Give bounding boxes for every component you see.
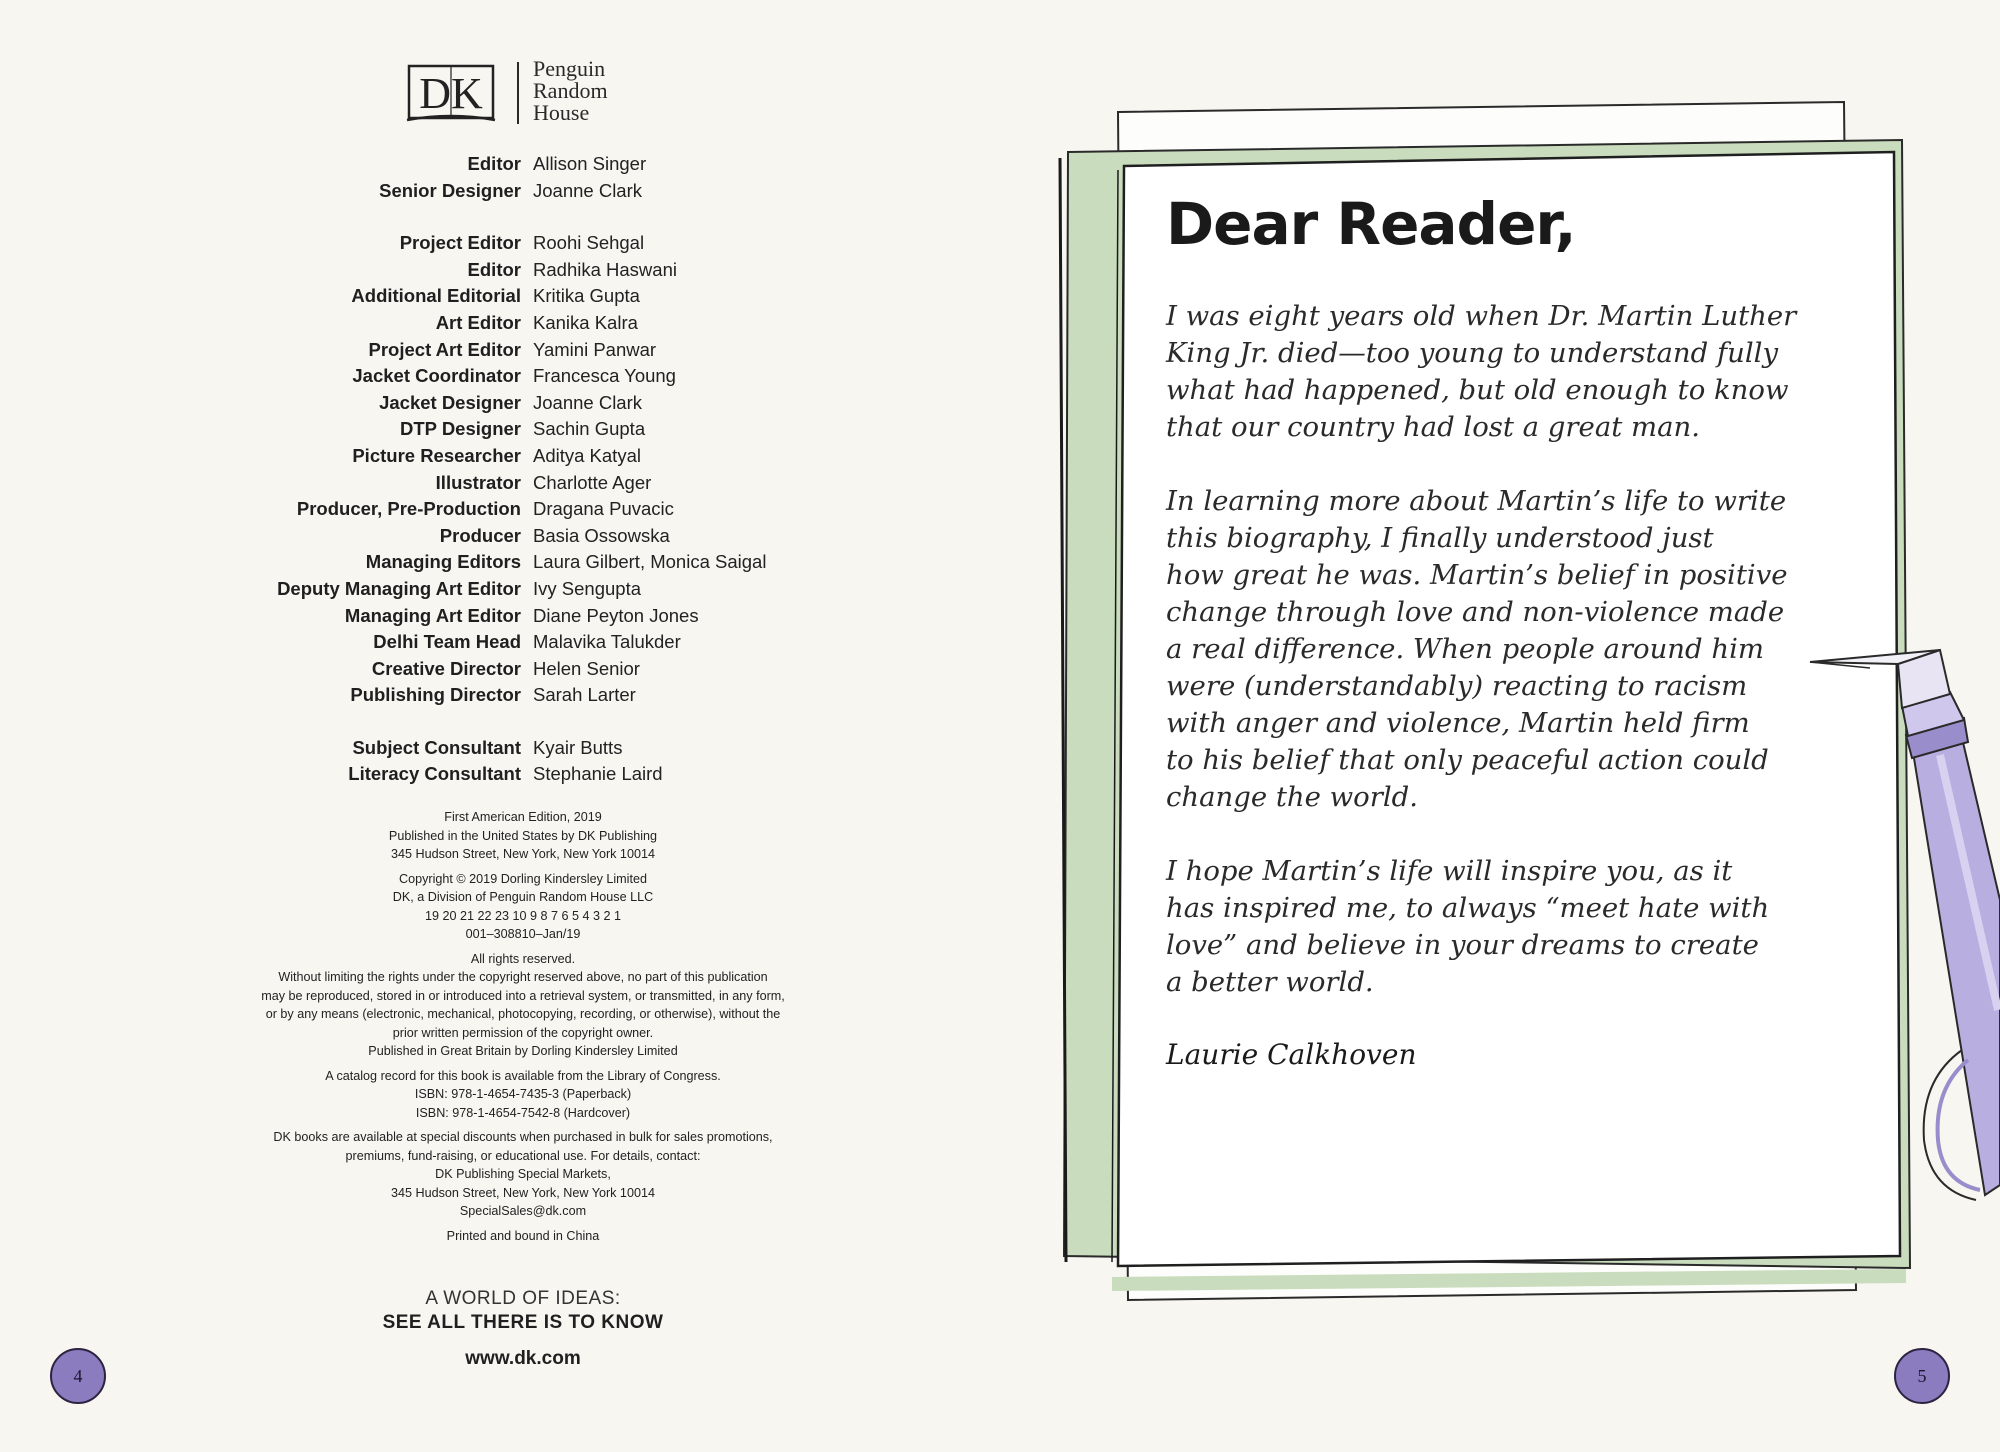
credit-name: Ivy Sengupta — [533, 577, 641, 599]
copyright-paragraph — [150, 870, 896, 944]
credit-role: Publishing Director — [350, 684, 521, 706]
credit-name: Sarah Larter — [533, 684, 636, 706]
credit-row — [0, 365, 1046, 392]
publisher-line: Penguin — [533, 56, 606, 81]
copyright-block — [150, 808, 896, 1251]
right-page — [1000, 0, 2000, 1452]
letter-line: a real difference. When people around him — [1166, 633, 1764, 665]
letter-content — [1166, 190, 1826, 1071]
copyright-line: premiums, fund-raising, or educational use. For details, contact: — [345, 1148, 701, 1163]
credit-name: Allison Singer — [533, 153, 647, 174]
letter-line: I hope Martin’s life will inspire you, as it — [1166, 855, 1733, 887]
credit-row — [0, 180, 1046, 207]
letter-line: change the world. — [1166, 781, 1418, 813]
credit-role: Delhi Team Head — [373, 631, 521, 653]
credit-row — [0, 312, 1046, 339]
credit-role: Creative Director — [371, 657, 521, 679]
copyright-line: Published in the United States by DK Publishing — [388, 828, 658, 843]
copyright-line: prior written permission of the copyright owner. — [392, 1025, 654, 1040]
credit-name: Aditya Katyal — [533, 444, 641, 466]
credit-row — [0, 339, 1046, 366]
copyright-line: SpecialSales@dk.com — [459, 1204, 587, 1218]
credit-row — [0, 392, 1046, 419]
credit-name: Kyair Butts — [533, 736, 623, 758]
letter-line: what had happened, but old enough to know — [1166, 374, 1789, 406]
copyright-line: First American Edition, 2019 — [444, 810, 602, 824]
copyright-line: may be reproduced, stored in or introduced into a retrieval system, or transmitted, in any form, — [261, 988, 785, 1003]
copyright-paragraph — [150, 808, 896, 864]
letter-line: with anger and violence, Martin held firm — [1166, 707, 1750, 739]
copyright-line: or by any means (electronic, mechanical, photocopying, recording, or otherwise), without the — [265, 1007, 781, 1021]
letter-paragraph — [1166, 483, 1826, 816]
credit-name: Sachin Gupta — [533, 418, 646, 440]
letter-line: how great he was. Martin’s belief in positive — [1166, 559, 1788, 591]
credit-row — [0, 631, 1046, 658]
letter-line: that our country had lost a great man. — [1166, 411, 1700, 443]
credit-name: Diane Peyton Jones — [533, 604, 699, 626]
credit-role: Jacket Coordinator — [352, 365, 521, 387]
letter-line: to his belief that only peaceful action could — [1166, 744, 1769, 776]
copyright-line: DK Publishing Special Markets, — [435, 1167, 611, 1181]
credit-row — [0, 525, 1046, 552]
letter-line: I was eight years old when Dr. Martin Luther — [1166, 300, 1797, 332]
credit-name: Joanne Clark — [533, 179, 643, 201]
credit-role: DTP Designer — [400, 418, 521, 440]
copyright-line: DK, a Division of Penguin Random House LLC — [392, 890, 654, 904]
credit-name: Charlotte Ager — [533, 471, 652, 493]
dk-book-logo-icon — [405, 62, 497, 124]
credit-name: Roohi Sehgal — [533, 232, 645, 254]
copyright-paragraph — [150, 1067, 896, 1123]
credit-group — [0, 153, 1046, 206]
credit-name: Basia Ossowska — [533, 524, 670, 546]
credit-row — [0, 232, 1046, 259]
credit-group — [0, 232, 1046, 711]
credit-name: Laura Gilbert, Monica Saigal — [533, 551, 767, 573]
credit-role: Producer, Pre-Production — [296, 498, 521, 520]
publisher-name — [533, 58, 608, 124]
copyright-line: DK books are available at special discounts when purchased in bulk for sales promotions, — [273, 1130, 773, 1144]
copyright-line: 345 Hudson Street, New York, New York 10014 — [391, 1185, 655, 1200]
credit-row — [0, 658, 1046, 685]
copyright-line: 001–308810–Jan/19 — [465, 927, 581, 941]
letter-title: Dear Reader, — [1166, 190, 1576, 258]
credits-list — [0, 153, 1046, 816]
credit-role: Jacket Designer — [379, 391, 521, 413]
credit-role: Picture Researcher — [352, 444, 521, 466]
page-number-right: 5 — [1894, 1348, 1950, 1404]
letter-line: change through love and non-violence made — [1166, 596, 1785, 628]
credit-row — [0, 578, 1046, 605]
credit-name: Francesca Young — [533, 365, 676, 387]
credit-role: Art Editor — [435, 311, 521, 333]
credit-row — [0, 737, 1046, 764]
credit-group — [0, 737, 1046, 790]
page-number-left: 4 — [50, 1348, 106, 1404]
publisher-logo — [405, 58, 635, 128]
copyright-paragraph — [150, 950, 896, 1061]
letter-body — [1166, 298, 1826, 1001]
credit-name: Helen Senior — [533, 657, 640, 679]
credit-name: Kanika Kalra — [533, 311, 638, 333]
copyright-line: Published in Great Britain by Dorling Kindersley Limited — [368, 1044, 678, 1058]
publisher-line: House — [533, 100, 590, 125]
letter-line: were (understandably) reacting to racism — [1166, 670, 1748, 702]
credit-name: Stephanie Laird — [533, 763, 663, 785]
credit-role: Editor — [467, 258, 521, 280]
copyright-line: A catalog record for this book is available from the Library of Congress. — [325, 1068, 721, 1083]
credit-row — [0, 259, 1046, 286]
credit-role: Illustrator — [435, 471, 521, 493]
credit-row — [0, 153, 1046, 180]
letter-paragraph — [1166, 298, 1826, 446]
letter-paragraph — [1166, 853, 1826, 1001]
credit-row — [0, 445, 1046, 472]
credit-name: Joanne Clark — [533, 391, 643, 413]
copyright-line: ISBN: 978-1-4654-7435-3 (Paperback) — [414, 1087, 632, 1101]
letter-line: In learning more about Martin’s life to write — [1166, 485, 1787, 517]
letter-line: a better world. — [1166, 966, 1374, 998]
copyright-line: ISBN: 978-1-4654-7542-8 (Hardcover) — [415, 1105, 631, 1120]
copyright-line: Printed and bound in China — [446, 1228, 600, 1243]
credit-role: Additional Editorial — [351, 285, 521, 307]
credit-role: Managing Art Editor — [344, 604, 521, 626]
letter-line: this biography, I finally understood just — [1166, 522, 1714, 554]
credit-role: Editor — [467, 153, 521, 174]
logo-divider — [517, 62, 519, 124]
copyright-line: Without limiting the rights under the copyright reserved above, no part of this publication — [278, 970, 768, 984]
credit-row — [0, 684, 1046, 711]
copyright-line: All rights reserved. — [470, 951, 576, 966]
credit-row — [0, 763, 1046, 790]
credit-role: Subject Consultant — [352, 736, 521, 758]
letter-signature: Laurie Calkhoven — [1166, 1038, 1417, 1071]
letter-line: love” and believe in your dreams to create — [1166, 929, 1759, 961]
credit-row — [0, 285, 1046, 312]
credit-name: Kritika Gupta — [533, 285, 640, 307]
copyright-line: Copyright © 2019 Dorling Kindersley Limited — [399, 871, 647, 886]
copyright-line: 19 20 21 22 23 10 9 8 7 6 5 4 3 2 1 — [424, 908, 622, 923]
tagline-block — [150, 1288, 896, 1370]
copyright-paragraph — [150, 1128, 896, 1221]
credit-role: Literacy Consultant — [348, 763, 521, 785]
credit-role: Managing Editors — [365, 551, 521, 573]
credit-row — [0, 498, 1046, 525]
letter-line: has inspired me, to always “meet hate with — [1166, 892, 1770, 924]
credit-role: Senior Designer — [379, 179, 521, 201]
copyright-paragraph — [150, 1227, 896, 1246]
credit-role: Project Art Editor — [368, 338, 521, 360]
credit-row — [0, 418, 1046, 445]
publisher-line: Random — [533, 78, 608, 103]
credit-role: Producer — [439, 524, 521, 546]
credit-role: Project Editor — [399, 232, 521, 254]
tagline-line2: SEE ALL THERE IS TO KNOW — [382, 1312, 664, 1333]
credit-row — [0, 551, 1046, 578]
credit-name: Yamini Panwar — [533, 338, 657, 360]
letter-line: King Jr. died—too young to understand fully — [1166, 337, 1778, 369]
dk-text: DK — [419, 69, 483, 118]
credit-row — [0, 605, 1046, 632]
website-link[interactable]: www.dk.com — [465, 1348, 581, 1369]
tagline-line1: A WORLD OF IDEAS: — [425, 1288, 621, 1309]
credit-name: Malavika Talukder — [533, 631, 681, 653]
credit-row — [0, 472, 1046, 499]
copyright-line: 345 Hudson Street, New York, New York 10014 — [391, 847, 655, 861]
credit-role: Deputy Managing Art Editor — [277, 577, 521, 599]
credit-name: Dragana Puvacic — [533, 498, 674, 520]
credit-name: Radhika Haswani — [533, 258, 677, 280]
